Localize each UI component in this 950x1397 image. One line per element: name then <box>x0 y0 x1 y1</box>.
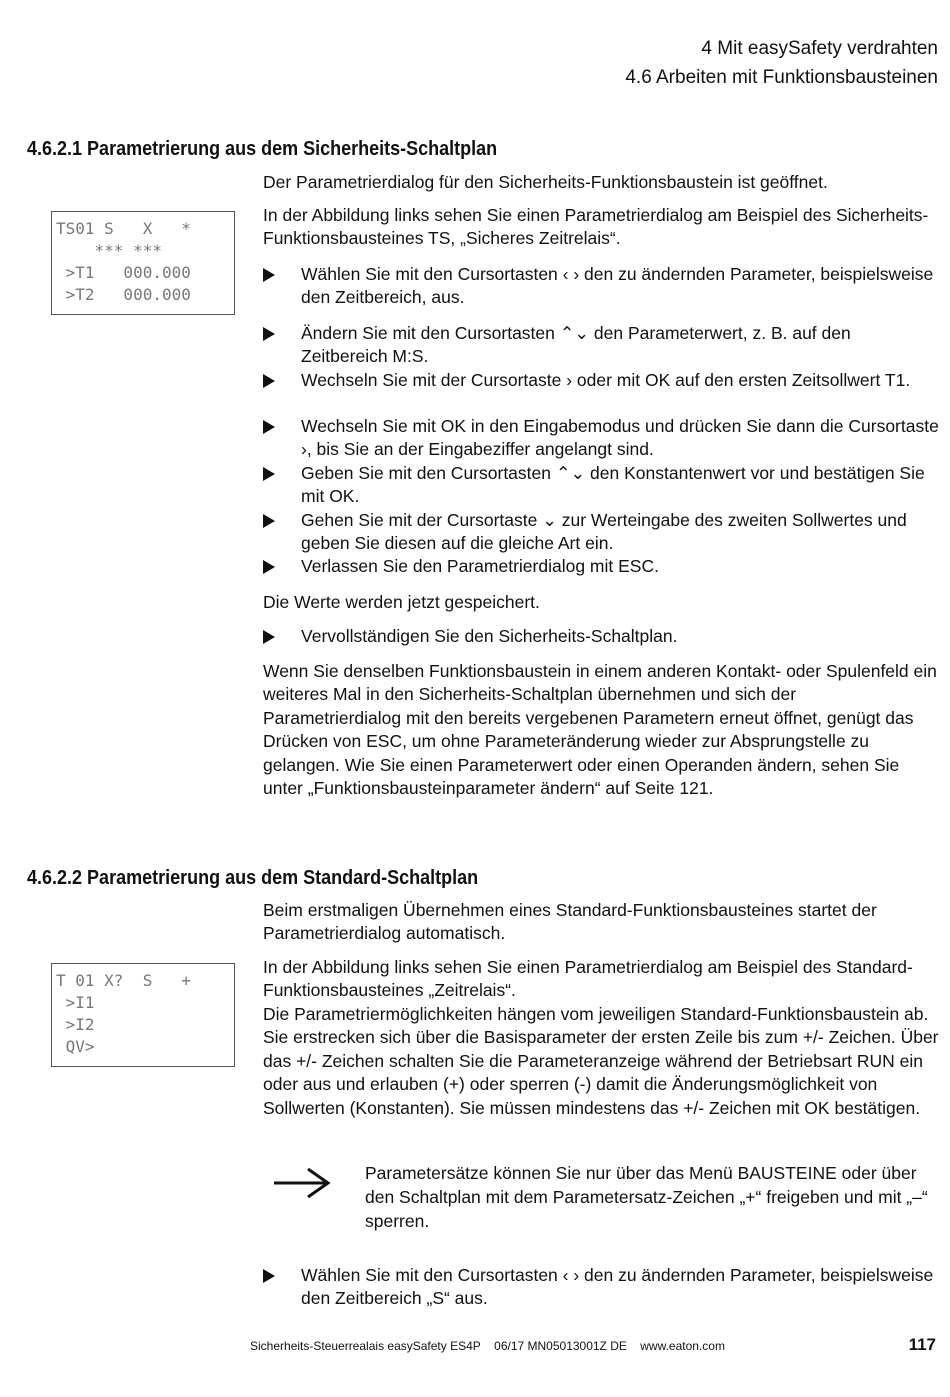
section-header: 4.6 Arbeiten mit Funktionsbausteinen <box>625 67 938 88</box>
page-number: 117 <box>908 1335 936 1354</box>
lcd-row: TS01 S X * <box>56 219 191 238</box>
bullet-triangle-icon <box>263 327 275 341</box>
right-arrow-icon <box>272 1166 332 1200</box>
lcd-row: >T1 000.000 <box>56 263 191 282</box>
section2-para1: In der Abbildung links sehen Sie einen Parametrierdialog am Beispiel des Standard-Funktionsbausteines „Zeitrelais“. <box>263 957 913 1001</box>
lcd-display-ts01 <box>51 211 235 315</box>
section1-para1: In der Abbildung links sehen Sie einen Parametrierdialog am Beispiel des Sicherheits-Funktionsbausteines TS, „Sicheres Zeitrelais“. <box>263 205 929 249</box>
lcd-row: >I1 <box>56 993 95 1012</box>
section-title-4-6-2-1: 4.6.2.1 Parametrierung aus dem Sicherheits-Schaltplan <box>27 138 498 160</box>
lcd-row: T 01 X? S + <box>56 971 191 990</box>
bullet-item: Verlassen Sie den Parametrierdialog mit ESC. <box>263 555 939 578</box>
bullet-triangle-icon <box>263 374 275 388</box>
bullet-item: Vervollständigen Sie den Sicherheits-Schaltplan. <box>263 625 939 648</box>
lcd-row: QV> <box>56 1037 95 1056</box>
bullet-triangle-icon <box>263 630 275 644</box>
bullet-triangle-icon <box>263 560 275 574</box>
note-text: Parametersätze können Sie nur über das Menü BAUSTEINE oder über den Schaltplan mit dem Parametersatz-Zeichen „+“ freigeben und mit „–“ sperren. <box>365 1163 928 1231</box>
footer-product: Sicherheits-Steuerrealais easySafety ES4P <box>250 1339 481 1353</box>
footer-url: www.eaton.com <box>640 1339 725 1353</box>
section2-para2: Die Parametriermöglichkeiten hängen vom jeweiligen Standard-Funktionsbaustein ab. Sie erstrecken sich über die Basisparameter der ersten Zeile bis zum +/- Zeichen. Über das +/- Zeichen schalten Sie die Parameteranzeige während der Betriebsart RUN ein oder aus und erlauben (+) oder sperren (-) damit die Änderungsmöglichkeit von Sollwerten (Konstanten). Sie müssen mindestens das +/- Zeichen mit OK bestätigen. <box>263 1004 939 1118</box>
bullet-triangle-icon <box>263 420 275 434</box>
values-saved-text: Die Werte werden jetzt gespeichert. <box>263 592 540 612</box>
bullet-triangle-icon <box>263 514 275 528</box>
bullet-item: Wechseln Sie mit der Cursortaste › oder mit OK auf den ersten Zeitsollwert T1. <box>263 369 939 392</box>
bullet-triangle-icon <box>263 467 275 481</box>
bullet-item: Wählen Sie mit den Cursortasten ‹ › den zu ändernden Parameter, beispielsweise den Zeitbereich, aus. <box>263 263 939 310</box>
footer-doc-id: 06/17 MN05013001Z DE <box>494 1339 627 1353</box>
lcd-row: >T2 000.000 <box>56 285 191 304</box>
chapter-header: 4 Mit easySafety verdrahten <box>701 38 938 59</box>
lcd-row: *** *** <box>56 241 162 260</box>
bullet-item: Wechseln Sie mit OK in den Eingabemodus und drücken Sie dann die Cursortaste ›, bis Sie an der Eingabeziffer angelangt sind. <box>263 415 939 462</box>
section2-intro: Beim erstmaligen Übernehmen eines Standard-Funktionsbausteines startet der Parametrierdialog automatisch. <box>263 900 877 944</box>
section-title-4-6-2-2: 4.6.2.2 Parametrierung aus dem Standard-Schaltplan <box>27 867 479 889</box>
page-footer <box>250 1339 735 1353</box>
section1-intro: Der Parametrierdialog für den Sicherheits-Funktionsbaustein ist geöffnet. <box>263 172 828 192</box>
section1-para2: Wenn Sie denselben Funktionsbaustein in einem anderen Kontakt- oder Spulenfeld ein weiteres Mal in den Sicherheits-Schaltplan übernehmen und sich der Parametrierdialog mit den bereits vergebenen Parametern erneut öffnet, genügt das Drücken von ESC, um ohne Parameteränderung wieder zur Absprungstelle zu gelangen. Wie Sie einen Parameterwert oder einen Operanden ändern, sehen Sie unter „Funktionsbausteinparameter ändern“ auf Seite 121. <box>263 661 937 799</box>
bullet-triangle-icon <box>263 1269 275 1283</box>
bullet-triangle-icon <box>263 268 275 282</box>
bullet-item: Ändern Sie mit den Cursortasten ⌃⌄ den Parameterwert, z. B. auf den Zeitbereich M:S. <box>263 322 939 369</box>
bullet-item: Wählen Sie mit den Cursortasten ‹ › den zu ändernden Parameter, beispielsweise den Zeitbereich „S“ aus. <box>263 1264 939 1311</box>
lcd-display-t01 <box>51 963 235 1067</box>
lcd-row: >I2 <box>56 1015 95 1034</box>
bullet-item: Geben Sie mit den Cursortasten ⌃⌄ den Konstantenwert vor und bestätigen Sie mit OK. <box>263 462 939 509</box>
bullet-item: Gehen Sie mit der Cursortaste ⌄ zur Werteingabe des zweiten Sollwertes und geben Sie diesen auf die gleiche Art ein. <box>263 509 939 556</box>
